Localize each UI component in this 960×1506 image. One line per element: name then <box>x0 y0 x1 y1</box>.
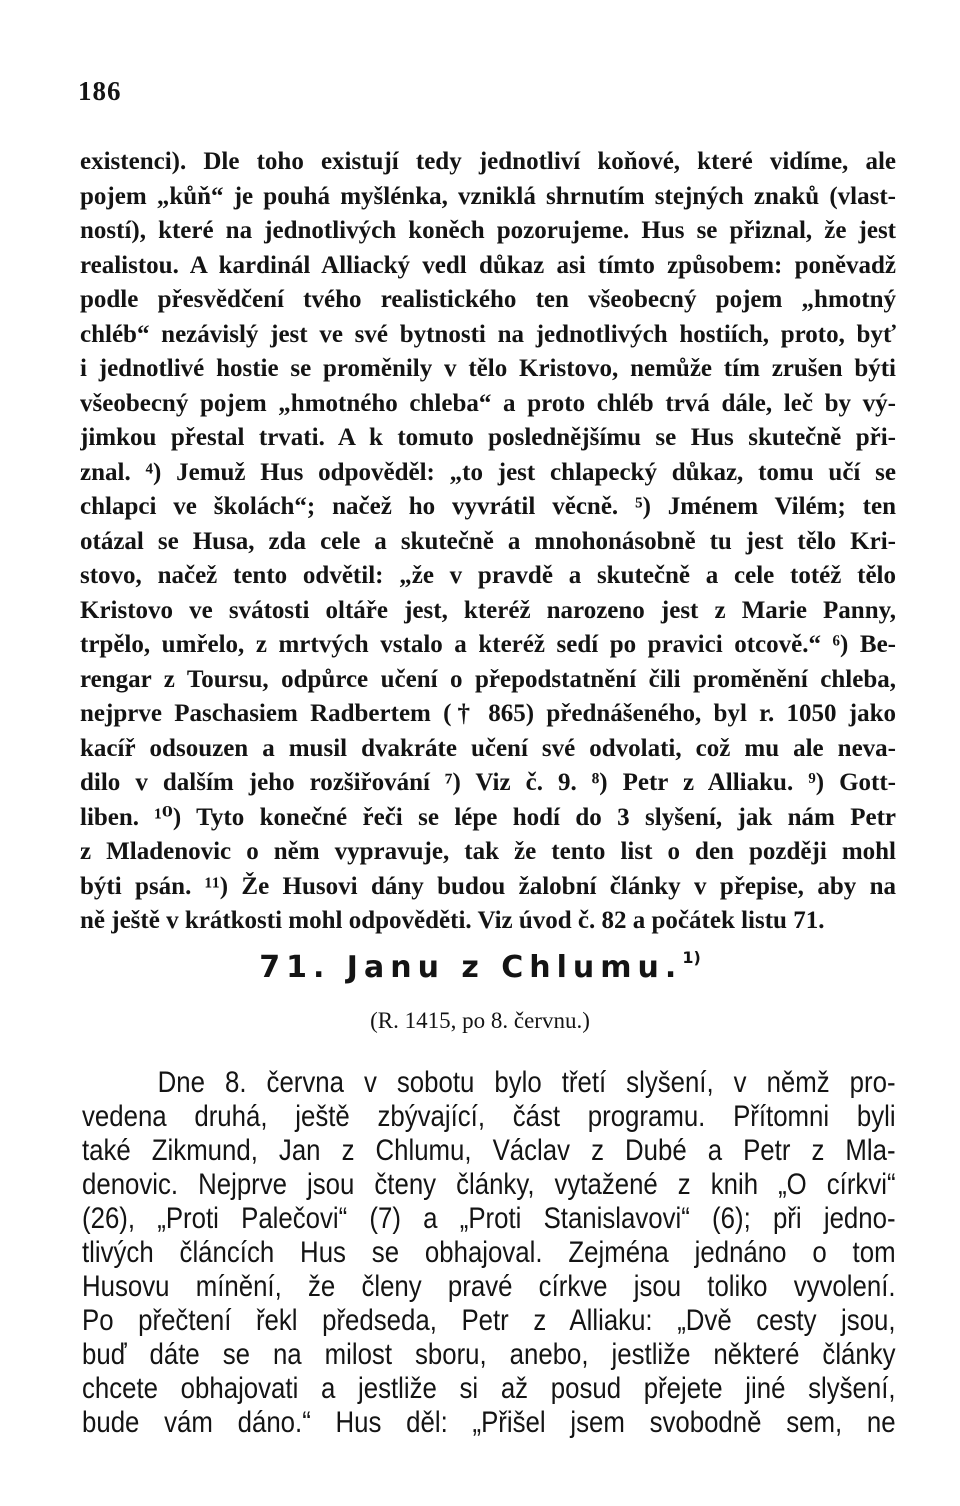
footnote-line: stovo, načež tento odvětil: „že v pravdě a skutečně a cele totéž tělo <box>80 562 896 589</box>
footnote-line: realistou. A kardinál Alliacký vedl důkaz asi tímto způsobem: poněvadž <box>80 251 896 279</box>
body-line: Husovu mínění, že členy pravé církve jsou toliko vyvolení. <box>82 1270 896 1303</box>
footnote-line: dilo v dalším jeho rozšiřování ⁷) Viz č. 9. ⁸) Petr z Alliaku. ⁹) Gott- <box>80 769 896 796</box>
letter-heading <box>0 938 960 988</box>
footnote-line: ností), které na jednotlivých koněch pozorujeme. Hus se přiznal, že jest <box>80 217 896 244</box>
footnote-line: býti psán. ¹¹) Že Husovi dány budou žalobní články v přepise, aby na <box>80 872 896 900</box>
body-line: vedena druhá, ještě zbývající, část programu. Přítomni byli <box>82 1100 896 1133</box>
footnote-line: rengar z Toursu, odpůrce učení o přepodstatnění čili proměnění chleba, <box>80 665 896 693</box>
introduction-text <box>82 1066 896 1440</box>
footnote-line: chlapci ve školách“; načež ho vyvrátil věcně. ⁵) Jménem Vilém; ten <box>80 493 896 520</box>
footnote-line: kacíř odsouzen a musil dvakráte učení své odvolati, což mu ale neva- <box>80 734 896 762</box>
body-line: bude vám dáno.“ Hus děl: „Přišel jsem svobodně sem, ne <box>82 1406 896 1439</box>
letter-title-note-mark: 1) <box>682 948 701 967</box>
body-line: Po přečtení řekl předseda, Petr z Alliaku: „Dvě cesty jsou, <box>82 1304 896 1337</box>
footnote-line: všeobecný pojem „hmotného chleba“ a proto chléb trvá dále, leč by vý- <box>80 389 896 417</box>
footnote-line: trpělo, umřelo, z mrtvých vstalo a kteréž sedí po pravici otcově.“ ⁶) Be- <box>80 631 896 658</box>
footnote-line: znal. ⁴) Jemuž Hus odpověděl: „to jest chlapecký důkaz, tomu učí se <box>80 458 896 486</box>
footnote-line: nejprve Paschasiem Radbertem († 865) přednášeného, byl r. 1050 jako <box>80 700 896 727</box>
footnote-line: existenci). Dle toho existují tedy jednotliví koňové, které vidíme, ale <box>80 148 896 175</box>
footnote-line: jimkou přestal trvati. A k tomuto poslednějšímu se Hus skutečně při- <box>80 424 896 451</box>
footnotes-block <box>80 145 896 939</box>
body-line: Dne 8. června v sobotu bylo třetí slyšení, v němž pro- <box>157 1066 896 1099</box>
footnote-line: chléb“ nezávislý jest ve své bytnosti na jednotlivých hostiích, proto, byť <box>80 320 896 348</box>
letter-date: (R. 1415, po 8. červnu.) <box>370 1008 590 1033</box>
body-line: chcete obhajovati a jestliže si až posud přejete jiné slyšení, <box>82 1372 896 1405</box>
body-line: (26), „Proti Palečovi“ (7) a „Proti Stanislavovi“ (6); při jedno- <box>82 1202 896 1235</box>
body-line: také Zikmund, Jan z Chlumu, Václav z Dubé a Petr z Mla- <box>82 1134 896 1167</box>
body-line: tlivých článcích Hus se obhajoval. Zejména jednáno o tom <box>82 1236 896 1269</box>
footnote-line: liben. ¹⁰) Tyto konečné řeči se lépe hodí do 3 slyšení, jak nám Petr <box>80 803 896 831</box>
footnote-line: Kristovo ve svátosti oltáře jest, kteréž narozeno jest z Marie Panny, <box>80 596 896 624</box>
body-line: buď dáte se na milost sboru, anebo, jestliže některé články <box>82 1338 896 1371</box>
letter-title: 71. Janu z Chlumu. <box>259 950 683 985</box>
footnote-line: podle přesvědčení tvého realistického ten všeobecný pojem „hmotný <box>80 286 896 313</box>
footnote-line: pojem „kůň“ je pouhá myšlénka, vzniklá shrnutím stejných znaků (vlast- <box>80 182 896 210</box>
footnote-line: i jednotlivé hostie se proměnily v tělo Kristovo, nemůže tím zrušen býti <box>80 355 896 382</box>
body-line: denovic. Nejprve jsou čteny články, vytažené z knih „O církvi“ <box>82 1168 896 1201</box>
page-number: 186 <box>78 76 122 106</box>
footnote-line: ně ještě v krátkosti mohl odpověděti. Viz úvod č. 82 a počátek listu 71. <box>80 907 825 934</box>
footnote-line: z Mladenovic o něm vypravuje, tak že tento list o den později mohl <box>80 838 896 865</box>
footnote-line: otázal se Husa, zda cele a skutečně a mnohonásobně tu jest tělo Kri- <box>80 527 896 555</box>
